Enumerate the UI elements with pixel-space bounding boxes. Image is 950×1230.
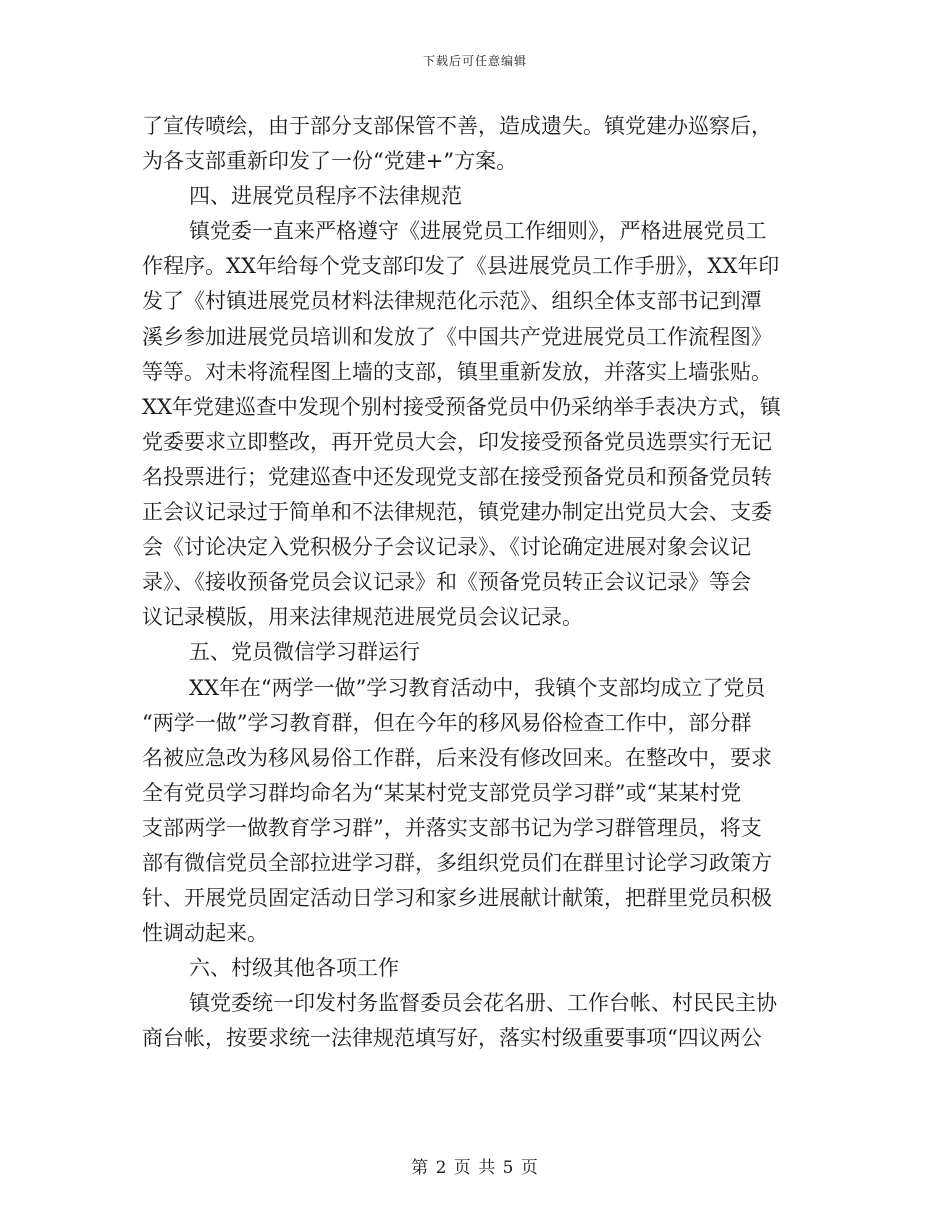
body-line: 溪乡参加进展党员培训和发放了《中国共产党进展党员工作流程图》	[142, 324, 772, 349]
body-line: 商台帐，按要求统一法律规范填写好，落实村级重要事项“四议两公	[142, 1026, 762, 1051]
body-line: 党委要求立即整改，再开党员大会，印发接受预备党员选票实行无记	[142, 429, 772, 454]
body-line: 全有党员学习群均命名为“某某村党支部党员学习群”或“某某村党	[142, 780, 742, 805]
body-line: 部有微信党员全部拉进学习群，多组织党员们在群里讨论学习政策方	[142, 850, 772, 875]
page-footer: 第 2 页 共 5 页	[411, 1158, 539, 1178]
body-line: XX年在“两学一做”学习教育活动中，我镇个支部均成立了党员	[189, 675, 766, 700]
body-line: 为各支部重新印发了一份“党建+”方案。	[142, 149, 518, 174]
body-line: 录》、《接收预备党员会议记录》和《预备党员转正会议记录》等会	[142, 570, 751, 595]
body-line: 性调动起来。	[142, 921, 268, 946]
body-line: 正会议记录过于简单和不法律规范，镇党建办制定出党员大会、支委	[142, 500, 772, 525]
body-line: 发了《村镇进展党员材料法律规范化示范》、组织全体支部书记到潭	[142, 289, 762, 314]
section-heading: 六、村级其他各项工作	[189, 956, 399, 981]
section-heading: 五、党员微信学习群运行	[189, 640, 420, 665]
body-line: XX年党建巡查中发现个别村接受预备党员中仍采纳举手表决方式，镇	[142, 394, 781, 419]
body-line: 作程序。XX年给每个党支部印发了《县进展党员工作手册》，XX年印	[142, 254, 780, 279]
document-body	[142, 109, 806, 1057]
body-line: 镇党委一直来严格遵守《进展党员工作细则》，严格进展党员工	[189, 219, 767, 244]
body-line: 议记录模版，用来法律规范进展党员会议记录。	[142, 605, 583, 630]
body-line: 名被应急改为移风易俗工作群，后来没有修改回来。在整改中，要求	[142, 745, 772, 770]
page-header: 下载后可任意编辑	[422, 54, 527, 68]
body-line: 等等。对未将流程图上墙的支部，镇里重新发放，并落实上墙张贴。	[142, 359, 772, 384]
body-line: 镇党委统一印发村务监督委员会花名册、工作台帐、村民民主协	[189, 991, 777, 1016]
body-line: 针、开展党员固定活动日学习和家乡进展献计献策，把群里党员积极	[142, 886, 772, 911]
section-heading: 四、进展党员程序不法律规范	[189, 184, 462, 209]
body-line: 名投票进行；党建巡查中还发现党支部在接受预备党员和预备党员转	[142, 464, 772, 489]
body-line: 支部两学一做教育学习群”，并落实支部书记为学习群管理员，将支	[142, 815, 762, 840]
body-line: 了宣传喷绘，由于部分支部保管不善，造成遗失。镇党建办巡察后，	[142, 114, 772, 138]
body-line: 会《讨论决定入党积极分子会议记录》、《讨论确定进展对象会议记	[142, 535, 751, 560]
body-line: “两学一做”学习教育群，但在今年的移风易俗检查工作中，部分群	[142, 710, 752, 735]
